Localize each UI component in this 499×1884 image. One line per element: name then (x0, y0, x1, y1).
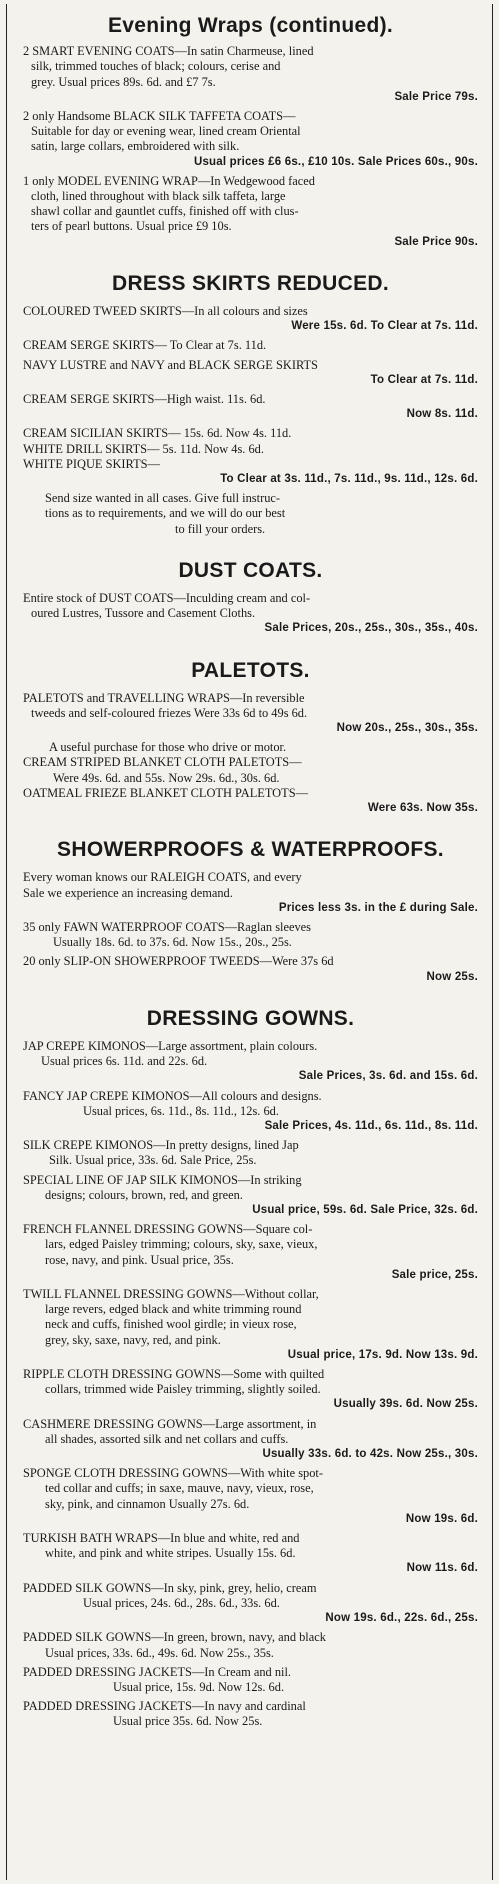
listing-item (23, 109, 478, 170)
listing-item (23, 1173, 478, 1219)
listing-line: NAVY LUSTRE and NAVY and BLACK SERGE SKIRTS (23, 357, 318, 372)
section-heading-dust-coats: DUST COATS. (178, 558, 323, 582)
listing-item (23, 1630, 478, 1660)
listing-line: PALETOTS and TRAVELLING WRAPS—In reversible (23, 690, 305, 705)
listing-line: JAP CREPE KIMONOS—Large assortment, plain colours. (23, 1038, 318, 1053)
sale-price: Now 11s. 6d. (406, 1562, 478, 1575)
listing-item (23, 338, 478, 353)
section-heading-paletots: PALETOTS. (191, 658, 310, 682)
listing-line: CREAM STRIPED BLANKET CLOTH PALETOTS— (23, 755, 302, 770)
listing-line: PADDED DRESSING JACKETS—In Cream and nil. (23, 1664, 292, 1679)
listing-line: ters of pearl buttons. Usual price £9 10s. (31, 219, 232, 234)
listing-line: Usual prices, 24s. 6d., 28s. 6d., 33s. 6d. (83, 1595, 280, 1610)
listing-line: SPECIAL LINE OF JAP SILK KIMONOS—In striking (23, 1172, 302, 1187)
listing-line: 2 SMART EVENING COATS—In satin Charmeuse, lined (23, 44, 314, 59)
listing-item (23, 1531, 478, 1577)
sale-price: To Clear at 7s. 11d. (370, 373, 478, 386)
listing-line: Were 49s. 6d. and 55s. Now 29s. 6d., 30s. 6d. (53, 770, 280, 785)
sale-price: Usual price, 59s. 6d. Sale Price, 32s. 6d. (252, 1204, 478, 1217)
listing-line: Usual prices, 33s. 6d., 49s. 6d. Now 25s., 35s. (45, 1645, 274, 1660)
listing-line: tions as to requirements, and we will do our best (45, 506, 286, 521)
listing-line: large revers, edged black and white trimming round (45, 1302, 302, 1317)
listing-line: rose, navy, and pink. Usual price, 35s. (45, 1252, 234, 1267)
listing-line: SPONGE CLOTH DRESSING GOWNS—With white spot- (23, 1466, 323, 1481)
sale-price: Now 8s. 11d. (406, 408, 478, 421)
listing-item (23, 1466, 478, 1527)
sale-price: Usual price, 17s. 9d. Now 13s. 9d. (287, 1348, 478, 1361)
listing-line: sky, pink, and cinnamon Usually 27s. 6d. (45, 1496, 250, 1511)
listing-item (23, 591, 478, 637)
listing-line: satin, large collars, embroidered with silk. (31, 139, 240, 154)
listing-item (23, 174, 478, 250)
listing-line: FANCY JAP CREPE KIMONOS—All colours and designs. (23, 1088, 322, 1103)
listing-note (23, 491, 478, 537)
listing-line: 20 only SLIP-ON SHOWERPROOF TWEEDS—Were 37s 6d (23, 954, 334, 969)
listing-line: 2 only Handsome BLACK SILK TAFFETA COATS— (23, 108, 296, 123)
listing-line: CREAM SERGE SKIRTS—High waist. 11s. 6d. (23, 391, 266, 406)
listing-line: grey, sky, saxe, navy, red, and pink. (45, 1332, 221, 1347)
listing-item (23, 740, 478, 816)
listing-line: Every woman knows our RALEIGH COATS, and every (23, 870, 302, 885)
listing-line: PADDED SILK GOWNS—In sky, pink, grey, helio, cream (23, 1580, 317, 1595)
listing-line: CASHMERE DRESSING GOWNS—Large assortment, in (23, 1416, 317, 1431)
sale-price: To Clear at 3s. 11d., 7s. 11d., 9s. 11d., 12s. 6d. (220, 472, 478, 485)
listing-line: cloth, lined throughout with black silk taffeta, large (31, 188, 286, 203)
listing-line: ted collar and cuffs; in saxe, mauve, navy, vieux, rose, (45, 1481, 314, 1496)
listing-line: TWILL FLANNEL DRESSING GOWNS—Without collar, (23, 1287, 319, 1302)
sale-price: Now 20s., 25s., 30s., 35s. (336, 722, 478, 735)
listing-line: grey. Usual prices 89s. 6d. and £7 7s. (31, 74, 216, 89)
sale-price: Usually 33s. 6d. to 42s. Now 25s., 30s. (262, 1448, 478, 1461)
sale-price: Were 63s. Now 35s. (367, 802, 478, 815)
sale-price: Sale Prices, 3s. 6d. and 15s. 6d. (298, 1070, 478, 1083)
listing-line: tweeds and self-coloured friezes Were 33s 6d to 49s 6d. (31, 705, 308, 720)
sale-price: Usually 39s. 6d. Now 25s. (333, 1398, 478, 1411)
listing-line: 35 only FAWN WATERPROOF COATS—Raglan sleeves (23, 920, 312, 935)
listing-line: CREAM SICILIAN SKIRTS— 15s. 6d. Now 4s. 11d. (23, 426, 292, 441)
listing-line: neck and cuffs, finished wool girdle; in vieux rose, (45, 1317, 297, 1332)
sale-price: Now 19s. 6d., 22s. 6d., 25s. (325, 1612, 478, 1625)
section-heading-showerproofs: SHOWERPROOFS & WATERPROOFS. (57, 838, 444, 862)
sale-price: Prices less 3s. in the £ during Sale. (278, 901, 478, 914)
sale-price: Sale Prices, 4s. 11d., 6s. 11d., 8s. 11d. (264, 1120, 478, 1132)
listing-line: Usual price 35s. 6d. Now 25s. (113, 1714, 263, 1729)
listing-item (23, 1665, 478, 1695)
listing-item (23, 1039, 478, 1085)
listing-line: 1 only MODEL EVENING WRAP—In Wedgewood faced (23, 173, 315, 188)
listing-line: TURKISH BATH WRAPS—In blue and white, red and (23, 1531, 300, 1546)
listing-line: PADDED DRESSING JACKETS—In navy and cardinal (23, 1699, 306, 1714)
listing-line: Silk. Usual price, 33s. 6d. Sale Price, 25s. (49, 1153, 257, 1168)
sale-price: Usual prices £6 6s., £10 10s. Sale Prices 60s., 90s. (193, 155, 478, 168)
listing-line: collars, trimmed wide Paisley trimming, slightly soiled. (45, 1382, 321, 1397)
sale-price: Sale price, 25s. (391, 1268, 478, 1281)
listing-item (23, 1699, 478, 1729)
sale-price: Sale Price 79s. (394, 90, 478, 103)
listing-line: OATMEAL FRIEZE BLANKET CLOTH PALETOTS— (23, 785, 308, 800)
listing-item (23, 920, 478, 950)
listing-line: shawl collar and gauntlet cuffs, finished off with clus- (31, 204, 299, 219)
listing-line: Usual price, 15s. 9d. Now 12s. 6d. (113, 1679, 285, 1694)
listing-item (23, 392, 478, 422)
listing-item (23, 1417, 478, 1463)
listing-item (23, 954, 478, 984)
listing-item (23, 1367, 478, 1413)
listing-line: RIPPLE CLOTH DRESSING GOWNS—Some with quilted (23, 1367, 325, 1382)
listing-line: Entire stock of DUST COATS—Inculding cream and col- (23, 590, 311, 605)
listing-line: Sale we experience an increasing demand. (23, 885, 233, 900)
listing-line: lars, edged Paisley trimming; colours, sky, saxe, vieux, (45, 1237, 318, 1252)
listing-item (23, 691, 478, 737)
section-heading-evening-wraps: Evening Wraps (continued). (107, 14, 394, 37)
listing-line: designs; colours, brown, red, and green. (45, 1187, 243, 1202)
listing-line: Usual prices 6s. 11d. and 22s. 6d. (41, 1054, 208, 1069)
listing-item (23, 304, 478, 334)
listing-line: CREAM SERGE SKIRTS— To Clear at 7s. 11d. (23, 338, 267, 353)
listing-line: to fill your orders. (175, 521, 266, 536)
listing-item (23, 870, 478, 916)
listing-line: oured Lustres, Tussore and Casement Cloths. (31, 606, 256, 621)
sale-price: Sale Price 90s. (394, 235, 478, 248)
listing-line: FRENCH FLANNEL DRESSING GOWNS—Square col- (23, 1222, 313, 1237)
listing-item (23, 1287, 478, 1363)
newspaper-column (6, 4, 493, 1880)
listing-item (23, 1222, 478, 1283)
sale-price: Were 15s. 6d. To Clear at 7s. 11d. (291, 320, 478, 333)
listing-line: SILK CREPE KIMONOS—In pretty designs, lined Jap (23, 1138, 299, 1153)
listing-line: PADDED SILK GOWNS—In green, brown, navy, and black (23, 1630, 326, 1645)
listing-line: Suitable for day or evening wear, lined cream Oriental (31, 124, 301, 139)
listing-line: Send size wanted in all cases. Give full instruc- (45, 491, 281, 506)
sale-price: Now 25s. (426, 970, 478, 983)
listing-line: Usually 18s. 6d. to 37s. 6d. Now 15s., 20s., 25s. (53, 935, 292, 950)
listing-item (23, 1089, 478, 1135)
listing-line: Usual prices, 6s. 11d., 8s. 11d., 12s. 6d. (83, 1103, 279, 1118)
listing-item (23, 358, 478, 388)
listing-line: all shades, assorted silk and net collars and cuffs. (45, 1431, 289, 1446)
listing-line: WHITE PIQUE SKIRTS— (23, 456, 160, 471)
listing-item (23, 1581, 478, 1627)
sale-price: Now 19s. 6d. (405, 1512, 478, 1525)
section-heading-dress-skirts: DRESS SKIRTS REDUCED. (111, 271, 389, 295)
sale-price: Sale Prices, 20s., 25s., 30s., 35s., 40s. (264, 622, 478, 635)
listing-line: silk, trimmed touches of black; colours, cerise and (31, 59, 281, 74)
listing-item (23, 1138, 478, 1168)
listing-line: A useful purchase for those who drive or motor. (49, 740, 287, 755)
listing-line: white, and pink and white stripes. Usually 15s. 6d. (45, 1546, 296, 1561)
listing-item (23, 44, 478, 105)
listing-line: WHITE DRILL SKIRTS— 5s. 11d. Now 4s. 6d. (23, 441, 264, 456)
listing-line: COLOURED TWEED SKIRTS—In all colours and sizes (23, 303, 308, 318)
listing-item (23, 426, 478, 487)
section-heading-dressing-gowns: DRESSING GOWNS. (146, 1006, 355, 1030)
